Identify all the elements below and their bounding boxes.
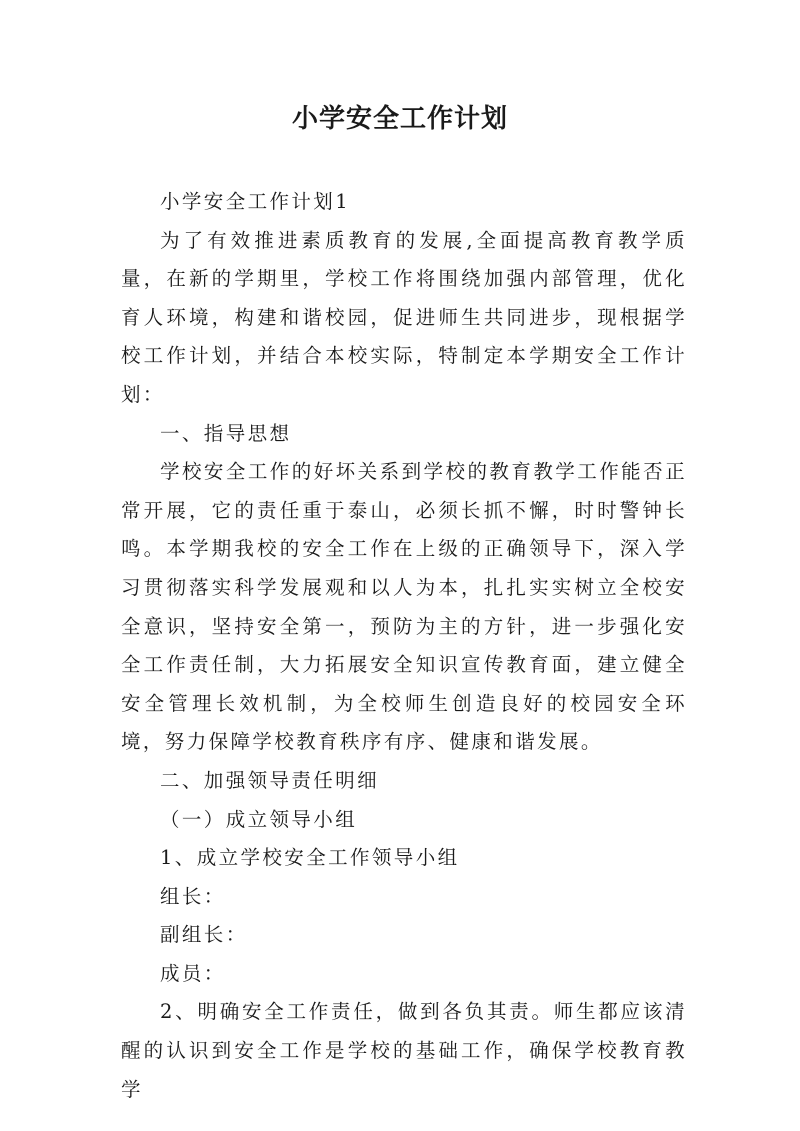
document-title: 小学安全工作计划 (291, 104, 508, 134)
list-item: 组长： (160, 884, 226, 908)
document-body (121, 183, 687, 1109)
subsection-heading: （一）成立领导小组 (160, 807, 358, 831)
paragraph-intro: 为了有效推进素质教育的发展,全面提高教育教学质量，在新的学期里，学校工作将围绕加强内部管理，优化育人环境，构建和谐校园，促进师生共同进步，现根据学校工作计划，并结合本校实际，特制定本学期安全工作计划： (121, 228, 687, 406)
list-item: 成员： (160, 961, 226, 985)
section-heading: 小学安全工作计划1 (160, 190, 351, 213)
paragraph-responsibility: 2、明确安全工作责任，做到各负其责。师生都应该清醒的认识到安全工作是学校的基础工作，确保学校教育教学 (121, 1000, 687, 1101)
list-item: 副组长： (160, 923, 248, 947)
list-item: 1、成立学校安全工作领导小组 (160, 846, 460, 870)
section-heading: 一、指导思想 (160, 421, 292, 445)
section-heading: 二、加强领导责任明细 (160, 768, 380, 792)
paragraph-guiding-thought: 学校安全工作的好坏关系到学校的教育教学工作能否正常开展，它的责任重于泰山，必须长抓不懈，时时警钟长鸣。本学期我校的安全工作在上级的正确领导下，深入学习贯彻落实科学发展观和以人为本，扎扎实实树立全校安全意识，坚持安全第一，预防为主的方针，进一步强化安全工作责任制，大力拓展安全知识宣传教育面，建立健全安全管理长效机制，为全校师生创造良好的校园安全环境，努力保障学校教育秩序有序、健康和谐发展。 (121, 460, 687, 754)
